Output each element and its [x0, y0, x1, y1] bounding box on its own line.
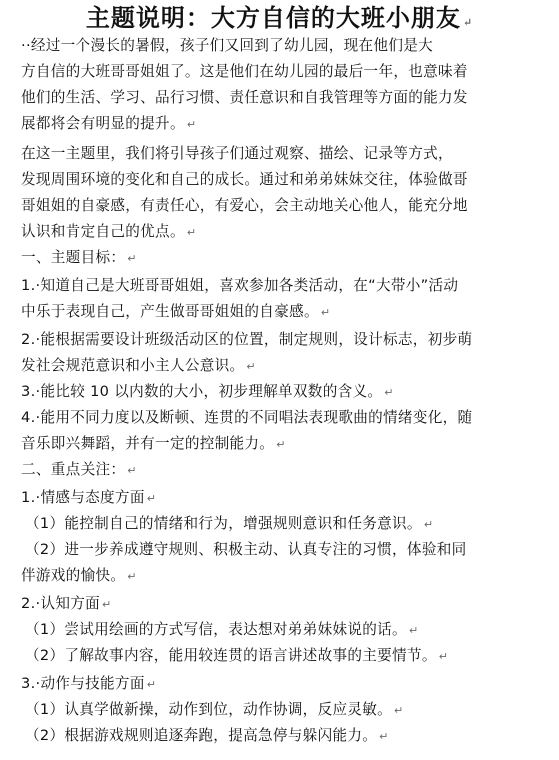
- section-heading: [21, 458, 137, 483]
- line-text: （1）认真学做新操，动作到位，动作协调，反应灵敏。: [25, 701, 393, 718]
- paragraph-mark-icon: ↵: [127, 252, 137, 265]
- line-text: 二、重点关注：: [21, 461, 126, 478]
- line-text: 1.·知道自己是大班哥哥姐姐，喜欢参加各类活动，在“大带小”活动: [21, 277, 459, 294]
- line-text: （2）根据游戏规则追逐奔跑，提高急停与躲闪能力。: [25, 727, 378, 744]
- text-line: [21, 432, 286, 457]
- text-line: [21, 592, 112, 617]
- text-line: [25, 644, 448, 669]
- text-line: [21, 34, 433, 58]
- paragraph-mark-icon: ↵: [320, 306, 331, 319]
- line-text: 一、主题目标：: [21, 249, 126, 266]
- line-text: 4.·能用不同力度以及断顿、连贯的不同唱法表现歌曲的情绪变化，随: [21, 409, 473, 426]
- text-line: [21, 86, 468, 110]
- paragraph-mark-icon: ↵: [146, 678, 157, 691]
- line-text: （1）能控制自己的情绪和行为，增强规则意识和任务意识。: [25, 515, 422, 532]
- line-text: 他们的生活、学习、品行习惯、责任意识和自我管理等方面的能力发: [21, 89, 468, 106]
- title-text: 主题说明：大方自信的大班小朋友: [85, 3, 461, 32]
- text-line: [21, 274, 458, 298]
- text-line: [25, 512, 433, 537]
- text-line: [21, 328, 472, 352]
- paragraph-mark-icon: ↵: [102, 598, 112, 611]
- text-line: [21, 194, 468, 218]
- line-text: 哥姐姐的自豪感，有责任心，有爱心，会主动地关心他人，能充分地: [21, 197, 468, 214]
- paragraph-mark-icon: ↵: [394, 704, 404, 717]
- text-line: [21, 406, 472, 430]
- line-text: （1）尝试用绘画的方式写信，表达想对弟弟妹妹说的话。: [25, 621, 407, 638]
- paragraph-mark-icon: ↵: [384, 386, 394, 399]
- paragraph-mark-icon: ↵: [423, 518, 434, 531]
- section-heading: [21, 246, 137, 271]
- paragraph-mark-icon: ↵: [127, 464, 137, 477]
- line-text: 发现周围环境的变化和自己的成长。通过和弟弟妹妹交往，体验做哥: [21, 171, 468, 188]
- paragraph-mark-icon: ↵: [146, 492, 157, 505]
- line-text: 2.·能根据需要设计班级活动区的位置，制定规则，设计标志，初步萌: [21, 331, 473, 348]
- text-line: [21, 672, 156, 697]
- text-line: [21, 300, 330, 325]
- line-text: 2.·认知方面: [21, 595, 101, 612]
- line-text: （2）了解故事内容，能用较连贯的语言讲述故事的主要情节。: [25, 647, 437, 664]
- paragraph-mark-icon: ↵: [276, 438, 286, 451]
- line-text: 3.·能比较 10 以内数的大小，初步理解单双数的含义。: [21, 383, 383, 400]
- text-line: [25, 698, 404, 723]
- text-line: [21, 354, 256, 379]
- text-line: [21, 112, 196, 137]
- paragraph-mark-icon: ↵: [438, 650, 449, 663]
- text-line: [25, 724, 389, 749]
- text-line: [21, 168, 468, 192]
- paragraph-mark-icon: ↵: [462, 16, 474, 29]
- paragraph-mark-icon: ↵: [408, 624, 419, 637]
- paragraph-mark-icon: ↵: [246, 360, 256, 373]
- line-text: 中乐于表现自己，产生做哥哥姐姐的自豪感。: [21, 303, 319, 320]
- paragraph-mark-icon: ↵: [186, 226, 197, 239]
- text-line: [21, 60, 468, 84]
- line-text: （2）进一步养成遵守规则、积极主动、认真专注的习惯，体验和同: [25, 541, 467, 558]
- text-line: [25, 618, 418, 643]
- text-line: [21, 220, 196, 245]
- paragraph-mark-icon: ↵: [186, 118, 197, 131]
- line-text: 1.·情感与态度方面: [21, 489, 145, 506]
- line-text: 伴游戏的愉快。: [21, 567, 126, 584]
- line-text: 3.·动作与技能方面: [21, 675, 145, 692]
- line-text: ··经过一个漫长的暑假，孩子们又回到了幼儿园，现在他们是大: [21, 37, 434, 54]
- text-line: [21, 486, 156, 511]
- text-line: [21, 564, 137, 589]
- line-text: 展都将会有明显的提升。: [21, 115, 185, 132]
- line-text: 在这一主题里，我们将引导孩子们通过观察、描绘、记录等方式，: [21, 145, 453, 162]
- line-text: 发社会规范意识和小主人公意识。: [21, 357, 245, 374]
- text-line: [21, 380, 394, 405]
- paragraph-mark-icon: ↵: [379, 730, 389, 743]
- paragraph-mark-icon: ↵: [127, 570, 137, 583]
- line-text: 音乐即兴舞蹈，并有一定的控制能力。: [21, 435, 275, 452]
- text-line: [25, 538, 467, 562]
- line-text: 认识和肯定自己的优点。: [21, 223, 185, 240]
- text-line: [21, 142, 453, 166]
- line-text: 方自信的大班哥哥姐姐了。这是他们在幼儿园的最后一年，也意味着: [21, 63, 468, 80]
